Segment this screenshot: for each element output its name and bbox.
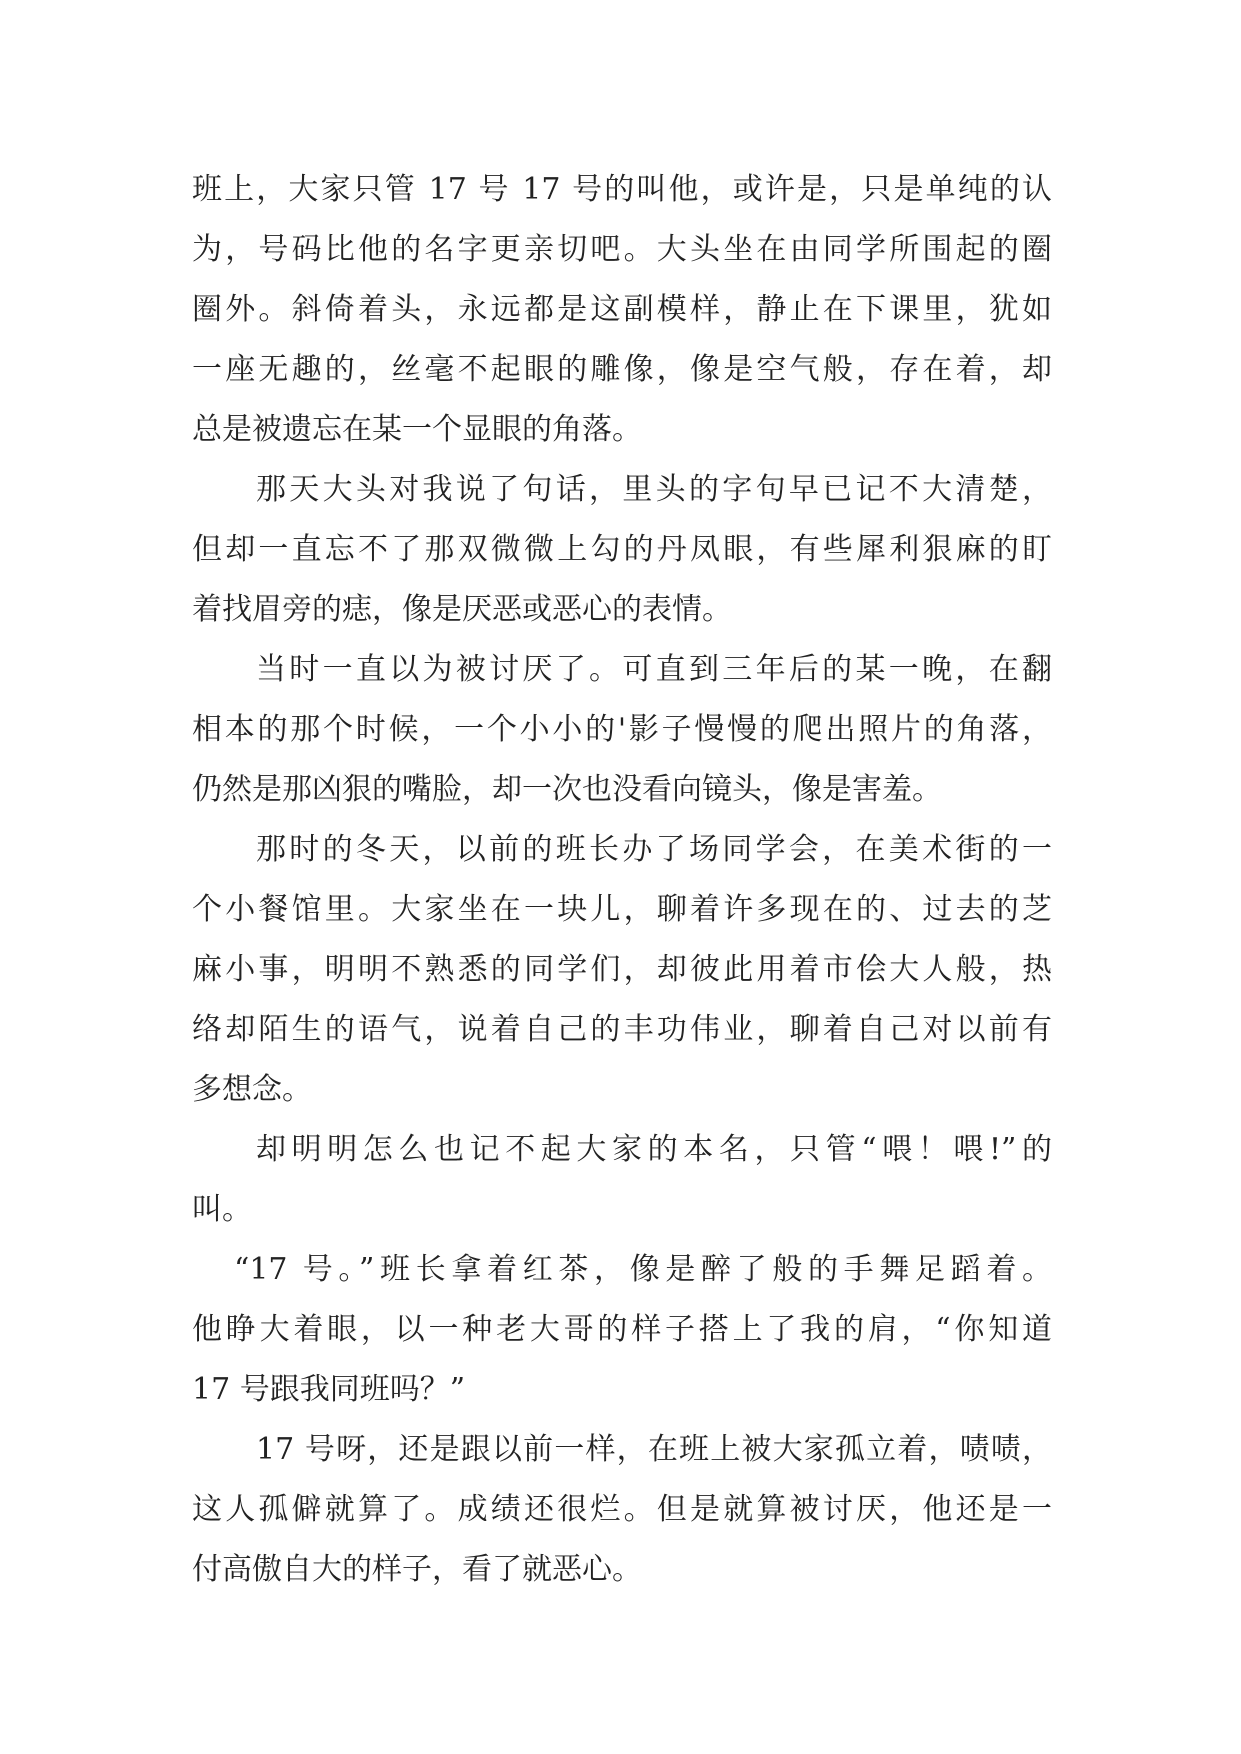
- text-line: 麻小事，明明不熟悉的同学们，却彼此用着市侩大人般，热: [192, 952, 1052, 987]
- text-line: 17 号跟我同班吗？”: [192, 1372, 466, 1407]
- text-line: 圈外。斜倚着头，永远都是这副模样，静止在下课里，犹如: [192, 292, 1052, 327]
- text-line: 相本的那个时候，一个小小的'影子慢慢的爬出照片的角落，: [192, 712, 1052, 747]
- text-line: 个小餐馆里。大家坐在一块儿，聊着许多现在的、过去的芝: [192, 892, 1052, 927]
- text-line: 当时一直以为被讨厌了。可直到三年后的某一晚，在翻: [256, 652, 1052, 687]
- text-line: 但却一直忘不了那双微微上勾的丹凤眼，有些犀利狠麻的盯: [192, 532, 1052, 567]
- text-line: 那时的冬天，以前的班长办了场同学会，在美术街的一: [256, 832, 1052, 867]
- text-line: 他睁大着眼，以一种老大哥的样子搭上了我的肩，“你知道: [192, 1312, 1052, 1347]
- text-line: 却明明怎么也记不起大家的本名，只管“喂！喂!”的: [256, 1132, 1052, 1167]
- text-line: “17 号。”班长拿着红茶，像是醉了般的手舞足蹈着。: [234, 1252, 1052, 1287]
- body-text: [192, 160, 1052, 1600]
- text-line: 为，号码比他的名字更亲切吧。大头坐在由同学所围起的圈: [192, 232, 1052, 267]
- text-line: 一座无趣的，丝毫不起眼的雕像，像是空气般，存在着，却: [192, 352, 1052, 387]
- text-line: 总是被遗忘在某一个显眼的角落。: [192, 412, 642, 447]
- text-line: 17 号呀，还是跟以前一样，在班上被大家孤立着，啧啧，: [256, 1432, 1052, 1467]
- text-line: 班上，大家只管 17 号 17 号的叫他，或许是，只是单纯的认: [192, 172, 1052, 207]
- text-line: 多想念。: [192, 1072, 312, 1107]
- text-line: 络却陌生的语气，说着自己的丰功伟业，聊着自己对以前有: [192, 1012, 1052, 1047]
- text-line: 仍然是那凶狠的嘴脸，却一次也没看向镜头，像是害羞。: [192, 772, 942, 807]
- text-line: 叫。: [192, 1192, 252, 1227]
- text-line: 那天大头对我说了句话，里头的字句早已记不大清楚，: [256, 472, 1052, 507]
- text-line: 着找眉旁的痣，像是厌恶或恶心的表情。: [192, 592, 732, 627]
- text-line: 这人孤僻就算了。成绩还很烂。但是就算被讨厌，他还是一: [192, 1492, 1052, 1527]
- text-line: 付高傲自大的样子，看了就恶心。: [192, 1552, 642, 1587]
